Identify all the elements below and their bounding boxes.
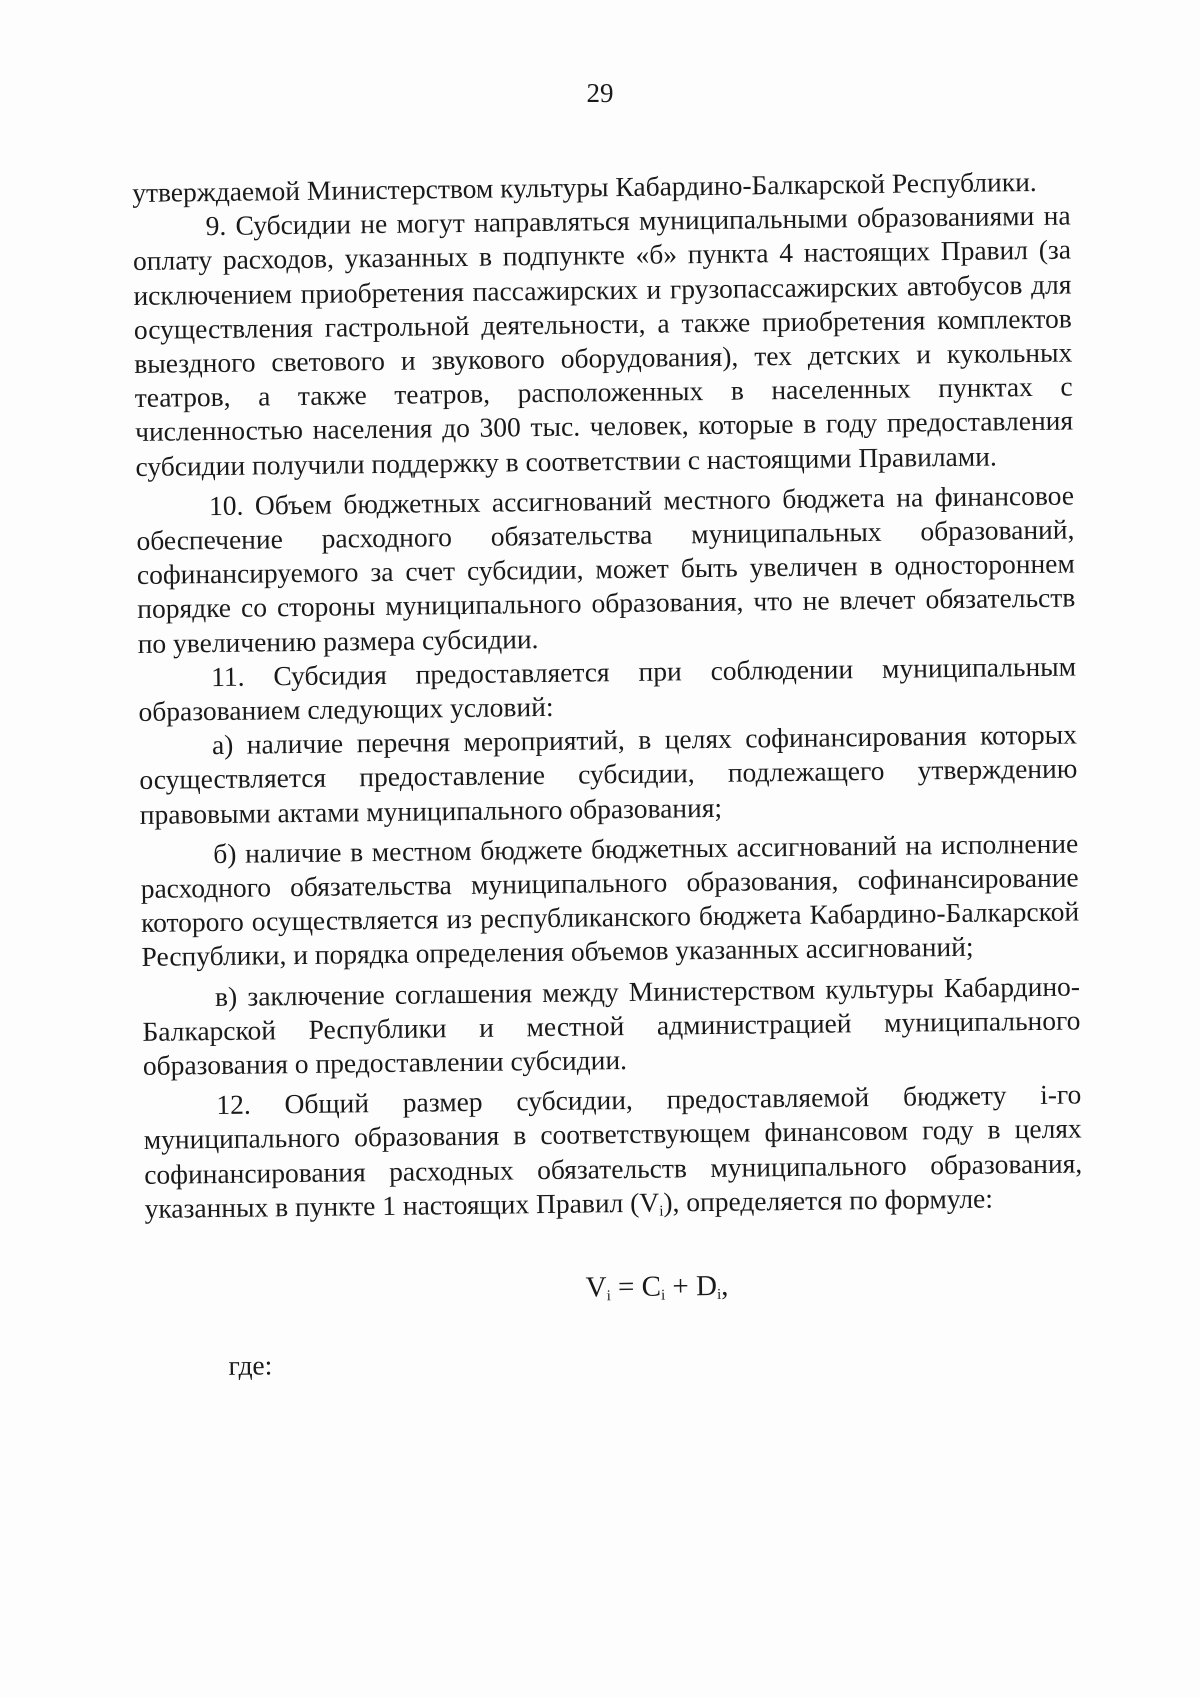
formula-comma: , <box>720 1269 729 1302</box>
paragraph-continuation: утверждаемой Министерством культуры Кабардино-Балкарской Республики. <box>132 165 1037 208</box>
formula-c-subscript: i <box>660 1287 666 1304</box>
formula-d-subscript: i <box>716 1286 722 1304</box>
paragraph-10: 10. Объем бюджетных ассигнований местного бюджета на финансовое обеспечение расходного обязательства муниципальных образований, софинансируемого за счет субсидии, может быть увеличен в одностороннем порядке со стороны муниципального образования, что не влечет обязательств по увеличению размера субсидии. <box>136 479 1076 659</box>
paragraph-11-a: а) наличие перечня мероприятий, в целях софинансирования которых осуществляется предоставление субсидии, подлежащего утверждению правовыми актами муниципального образования; <box>139 718 1078 830</box>
formula-plus: + <box>664 1270 697 1303</box>
document-body <box>132 165 1085 1385</box>
paragraph-12-text-before: 12. Общий размер субсидии, предоставляемой бюджету i-го муниципального образования в соответствующем финансовом году в целях софинансирования расходных обязательств муниципального образования, указанных в пункте 1 настоящих Правил ( <box>143 1078 1083 1224</box>
formula-equals: = <box>610 1270 642 1304</box>
formula <box>145 1262 1084 1322</box>
variable-v: V <box>639 1186 660 1218</box>
paragraph-9: 9. Субсидии не могут направляться муниципальными образованиями на оплату расходов, указанных в подпункте «б» пункта 4 настоящих Правил (за исключением приобретения пассажирских и грузопассажирских автобусов для осуществления гастрольной деятельности, а также приобретения комплектов выездного светового и звукового оборудования), тех детских и кукольных театров, а также театров, расположенных в населенных пунктах с численностью населения до 300 тыс. человек, которые в году предоставления субсидии получили поддержку в соответствии с настоящими Правилами. <box>132 199 1074 482</box>
formula-v-subscript: i <box>606 1288 611 1305</box>
paragraph-12 <box>143 1078 1083 1235</box>
formula-c: C <box>641 1270 662 1303</box>
variable-v-subscript: i <box>659 1203 664 1220</box>
page-number: 29 <box>586 78 614 108</box>
formula-d: D <box>695 1270 718 1303</box>
paragraph-11: 11. Субсидия предоставляется при соблюдении муниципальным образованием следующих условий: <box>138 650 1077 728</box>
paragraph-12-text-after: ), определяется по формуле: <box>663 1182 994 1218</box>
where-label: где: <box>228 1349 273 1382</box>
paragraph-12-variable <box>639 1186 664 1220</box>
paragraph-11-v: в) заключение соглашения между Министерством культуры Кабардино-Балкарской Республики и местной администрацией муниципального образования о предоставлении субсидии. <box>142 970 1081 1082</box>
formula-v: V <box>585 1271 607 1304</box>
paragraph-11-b: б) наличие в местном бюджете бюджетных ассигнований на исполнение расходного обязательства муниципального образования, софинансирование которого осуществляется из республиканского бюджета Кабардино-Балкарской Республики, и порядка определения объемов указанных ассигнований; <box>140 827 1080 973</box>
